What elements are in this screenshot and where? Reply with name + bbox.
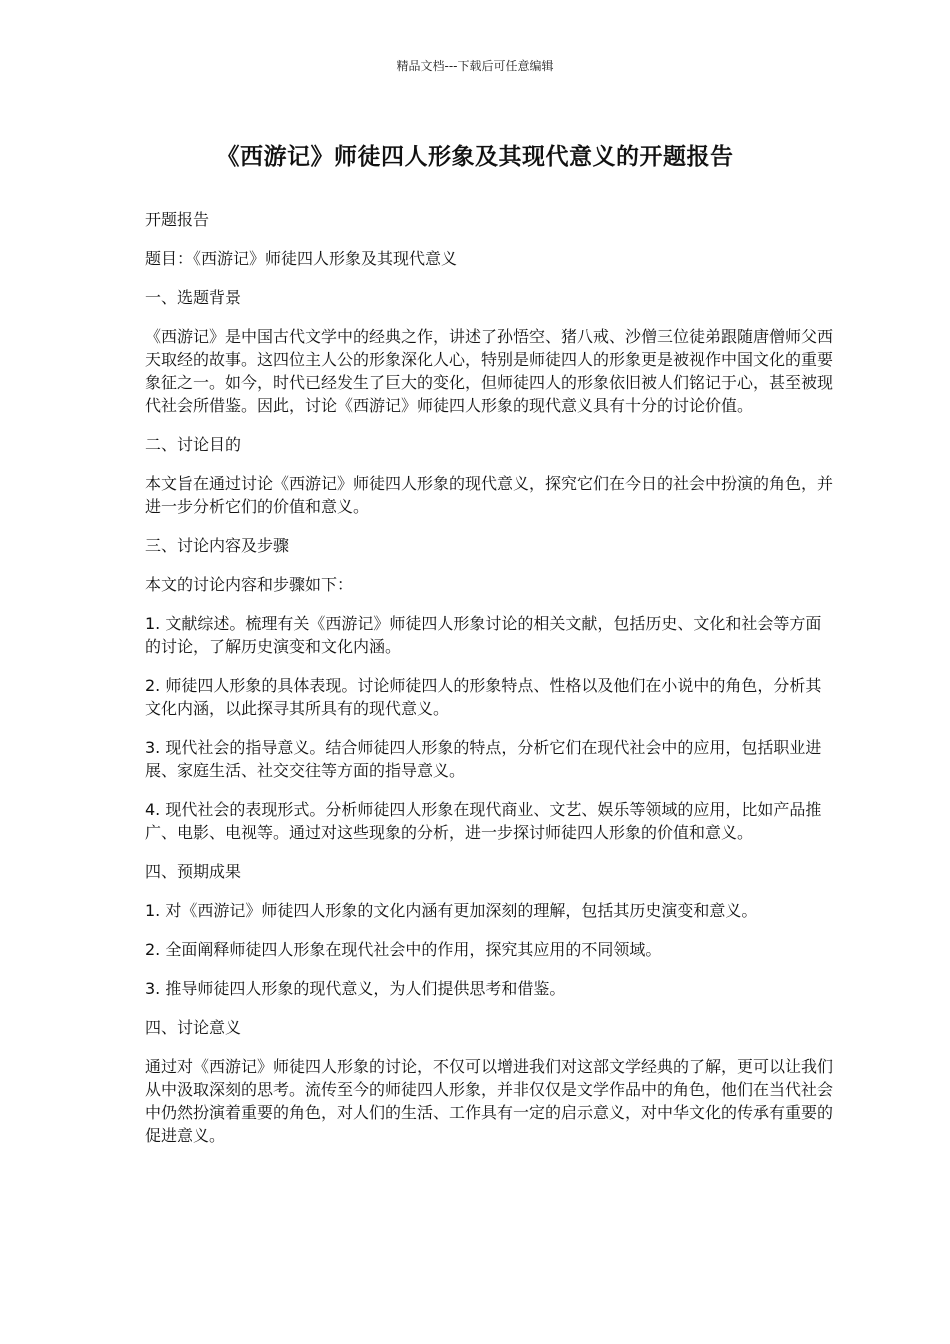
page-header: 精品文档---下载后可任意编辑 (396, 59, 554, 73)
list-item-result-1: 1. 对《西游记》师徒四人形象的文化内涵有更加深刻的理解，包括其历史演变和意义。 (145, 901, 758, 920)
list-item-content-2: 2. 师徒四人形象的具体表现。讨论师徒四人的形象特点、性格以及他们在小说中的角色，分析其文化内涵，以此探寻其所具有的现代意义。 (145, 676, 822, 718)
paragraph-content-intro: 本文的讨论内容和步骤如下： (145, 575, 354, 594)
section-heading-significance: 四、讨论意义 (145, 1018, 242, 1037)
list-item-result-3: 3. 推导师徒四人形象的现代意义，为人们提供思考和借鉴。 (145, 979, 566, 998)
list-item-content-3: 3. 现代社会的指导意义。结合师徒四人形象的特点，分析它们在现代社会中的应用，包括职业进展、家庭生活、社交交往等方面的指导意义。 (145, 738, 822, 780)
paragraph-background: 《西游记》是中国古代文学中的经典之作，讲述了孙悟空、猪八戒、沙僧三位徒弟跟随唐僧师父西天取经的故事。这四位主人公的形象深化人心，特别是师徒四人的形象更是被视作中国文化的重要象征之一。如今，时代已经发生了巨大的变化，但师徒四人的形象依旧被人们铭记于心，甚至被现代社会所借鉴。因此，讨论《西游记》师徒四人形象的现代意义具有十分的讨论价值。 (145, 327, 834, 415)
list-item-content-4: 4. 现代社会的表现形式。分析师徒四人形象在现代商业、文艺、娱乐等领域的应用，比如产品推广、电影、电视等。通过对这些现象的分析，进一步探讨师徒四人形象的价值和意义。 (145, 800, 822, 842)
document-title: 《西游记》师徒四人形象及其现代意义的开题报告 (216, 144, 734, 170)
paragraph-significance: 通过对《西游记》师徒四人形象的讨论，不仅可以增进我们对这部文学经典的了解，更可以让我们从中汲取深刻的思考。流传至今的师徒四人形象，并非仅仅是文学作品中的角色，他们在当代社会中仍然扮演着重要的角色，对人们的生活、工作具有一定的启示意义，对中华文化的传承有重要的促进意义。 (145, 1057, 834, 1145)
list-item-content-1: 1. 文献综述。梳理有关《西游记》师徒四人形象讨论的相关文献，包括历史、文化和社会等方面的讨论，了解历史演变和文化内涵。 (145, 614, 822, 656)
paragraph-purpose: 本文旨在通过讨论《西游记》师徒四人形象的现代意义，探究它们在今日的社会中扮演的角色，并进一步分析它们的价值和意义。 (145, 474, 834, 516)
section-heading-content: 三、讨论内容及步骤 (145, 536, 290, 555)
list-item-result-2: 2. 全面阐释师徒四人形象在现代社会中的作用，探究其应用的不同领域。 (145, 940, 662, 959)
topic-line: 题目：《西游记》师徒四人形象及其现代意义 (145, 249, 458, 268)
section-heading-background: 一、选题背景 (145, 288, 242, 307)
document-body (145, 208, 835, 1163)
section-heading-results: 四、预期成果 (145, 862, 242, 881)
section-heading-purpose: 二、讨论目的 (145, 435, 242, 454)
label-report: 开题报告 (145, 210, 210, 229)
